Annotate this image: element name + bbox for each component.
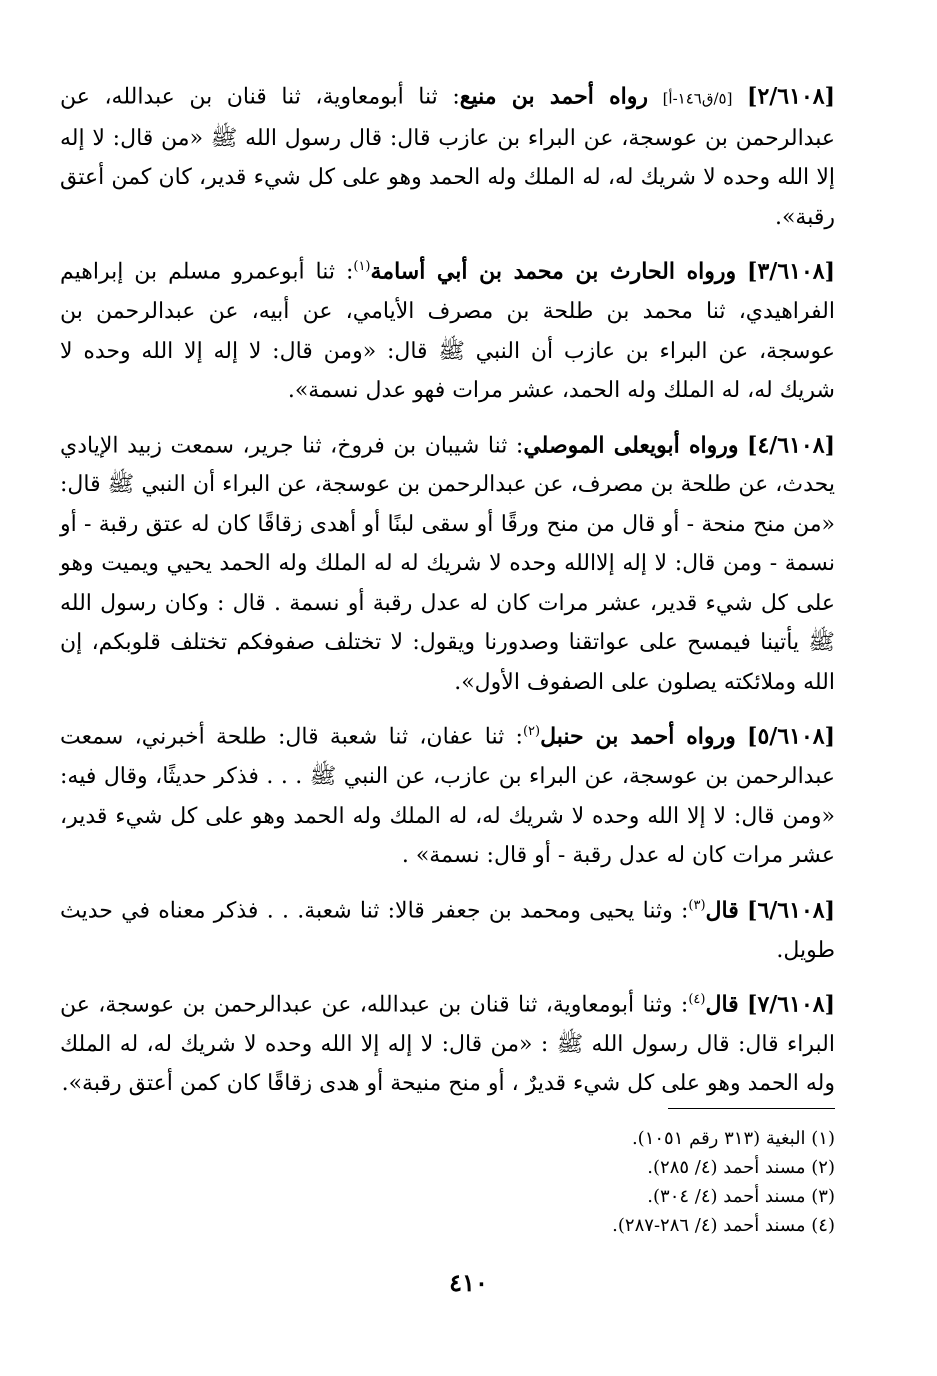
footnote-4: (٤) مسند أحمد (٤/ ٢٨٦-٢٨٧).	[612, 1215, 835, 1236]
page-body	[60, 72, 835, 1114]
entry-text: : وثنا أبومعاوية، ثنا قنان بن عبدالله، عن عبدالرحمن بن عوسجة، عن البراء قال: قال رسول الله ﷺ : «من قال: لا إله إلا الله وحده لا شريك له، له الملك وله الحمد وهو على كل شيء قديرٌ ، أو منح منيحة أو هدى زقاقًا كان كمن أعتق رقبة».	[60, 992, 835, 1097]
entry-heading: ورواه أحمد بن حنبل	[540, 723, 736, 750]
entry-text: : ثنا عفان، ثنا شعبة قال: طلحة أخبرني، سمعت عبدالرحمن بن عوسجة، عن البراء بن عازب، عن النبي ﷺ . . . فذكر حديثًا، وقال فيه: «ومن قال: لا إلا الله وحده لا شريك له، له الملك وله الحمد وهو على كل شيء قدير، عشر مرات كان له عدل رقبة - أو قال: نسمة» .	[60, 724, 835, 869]
entry-heading: ورواه الحارث بن محمد بن أبي أسامة	[370, 258, 737, 285]
entry-text: : ثنا أبوعمرو مسلم بن إبراهيم الفراهيدي، ثنا محمد بن طلحة بن مصرف الأيامي، عن أبيه، عن عبدالرحمن بن عوسجة، عن البراء بن عازب أن النبي ﷺ قال: «ومن قال: لا إله إلا الله وحده لا شريك له، له الملك وله الحمد، عشر مرات فهو عدل نسمة».	[60, 259, 835, 404]
entry-reference: [٧/٦١٠٨]	[747, 991, 835, 1018]
entry-reference: [٢/٦١٠٨]	[747, 83, 835, 110]
footnotes	[612, 1124, 835, 1240]
footnote-1: (١) البغية (٣١٣ رقم ١٠٥١).	[631, 1128, 835, 1149]
footnote-divider	[668, 1108, 835, 1109]
hadith-entry-1	[60, 72, 835, 237]
entry-heading: قال	[705, 991, 739, 1018]
footnote-marker: (٣)	[688, 897, 706, 913]
footnote-marker: (٢)	[522, 724, 541, 740]
page-number: ٤١٠	[449, 1268, 488, 1297]
footnote-marker: (٤)	[688, 992, 706, 1008]
entry-heading: رواه أحمد بن منيع	[459, 83, 648, 110]
entry-reference: [٥/٦١٠٨]	[747, 723, 836, 750]
hadith-entry-6	[60, 980, 835, 1104]
hadith-entry-4	[60, 712, 835, 875]
entry-reference: [٤/٦١٠٨]	[747, 431, 835, 458]
footnote-marker: (١)	[353, 259, 371, 275]
entry-text: : ثنا شيبان بن فروخ، ثنا جرير، سمعت زبيد الإيادي يحدث، عن طلحة بن مصرف، عن عبدالرحمن بن عوسجة، عن البراء أن النبي ﷺ قال: «من منح منحة - أو قال من منح ورقًا أو سقى لبنًا أو أهدى زقاقًا كان له عتق رقبة - أو نسمة - ومن قال: لا إله إلاالله وحده لا شريك له له الملك وله الحمد يحيي ويميت وهو على كل شيء قدير، عشر مرات كان له عدل رقبة أو نسمة . قال : وكان رسول الله ﷺ يأتينا فيمسح على عواتقنا وصدورنا ويقول: لا تختلف صفوفكم تختلف قلوبكم، إن الله وملائكته يصلون على الصفوف الأول».	[60, 432, 836, 695]
hadith-entry-3	[60, 421, 835, 703]
footnote-3: (٣) مسند أحمد (٤/ ٣٠٤).	[647, 1186, 835, 1207]
entry-text: : وثنا يحيى ومحمد بن جعفر قالا: ثنا شعبة. . . فذكر معناه في حديث طويل.	[60, 898, 835, 963]
entry-reference: [٦/٦١٠٨]	[747, 897, 835, 924]
entry-heading: ورواه أبويعلى الموصلي	[523, 431, 739, 458]
entry-reference: [٣/٦١٠٨]	[747, 258, 836, 285]
hadith-entry-2	[60, 247, 835, 410]
entry-heading: قال	[705, 897, 739, 924]
footnote-2: (٢) مسند أحمد (٤/ ٢٨٥).	[647, 1157, 835, 1178]
manuscript-marker: [٥/ق١٤٦-أ]	[662, 89, 733, 108]
entry-text: : ثنا أبومعاوية، ثنا قنان بن عبدالله، عن عبدالرحمن بن عوسجة، عن البراء بن عازب قال: قال رسول الله ﷺ «من قال: لا إله إلا الله وحده لا شريك له، له الملك وله الحمد وهو على كل شيء قدير، كان كمن أعتق رقبة».	[60, 84, 835, 230]
hadith-entry-5	[60, 886, 835, 970]
